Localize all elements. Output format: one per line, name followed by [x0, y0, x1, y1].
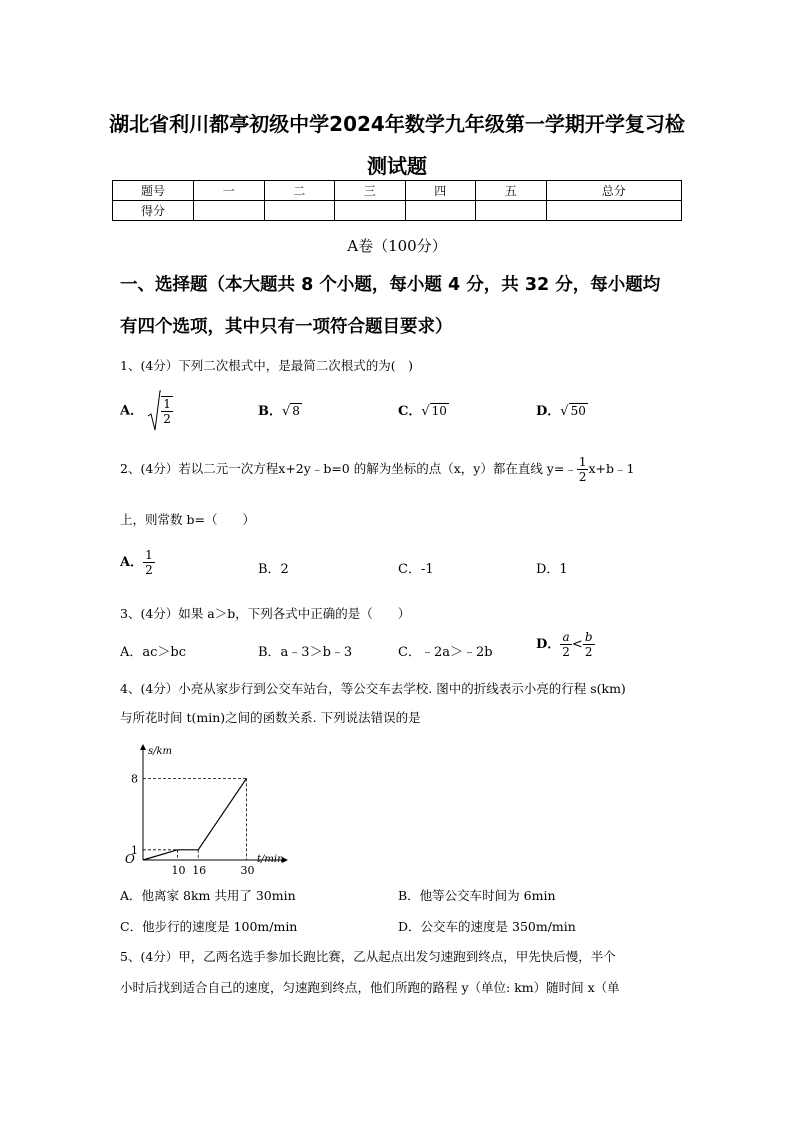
option-label: A．	[120, 555, 144, 570]
q2-option-d[interactable]: D．1	[536, 562, 568, 577]
section1-title-line2: 有四个选项，其中只有一项符合题目要求）	[120, 317, 453, 337]
q2-stem-text: 2、(4分）若以二元一次方程x+2y﹣b=0 的解为坐标的点（x，y）都在直线 y=﹣	[120, 461, 577, 476]
radicand: 8	[292, 404, 300, 418]
q4-option-a[interactable]: A．他离家 8km 共用了 30min	[120, 888, 296, 903]
q4-stem: 4、(4分）小亮从家步行到公交车站台，等公交车去学校. 图中的折线表示小亮的行程 s(km)	[120, 681, 626, 696]
less-than-sign: <	[571, 637, 583, 652]
q5-stem: 5、(4分）甲，乙两名选手参加长跑比赛，乙从起点出发匀速跑到终点，甲先快后慢，半个	[120, 949, 616, 964]
q2-option-a[interactable]	[120, 548, 155, 577]
radical-sign-icon: √	[282, 404, 291, 419]
q1-option-c[interactable]	[398, 400, 449, 419]
score-input-cell[interactable]	[264, 201, 335, 221]
y-axis-label: s/km	[148, 746, 173, 757]
radical-sign-icon: √	[560, 404, 569, 419]
option-label: D．	[536, 637, 561, 652]
x-tick-label: 16	[192, 864, 207, 877]
q3-option-c[interactable]: C．﹣2a＞﹣2b	[398, 645, 493, 660]
fraction	[583, 630, 595, 659]
score-input-cell[interactable]	[335, 201, 406, 221]
score-input-cell[interactable]	[405, 201, 476, 221]
option-label: B．	[258, 404, 282, 419]
page-title: 湖北省利川都亭初级中学2024年数学九年级第一学期开学复习检	[109, 112, 685, 136]
section-a-heading: A卷（100分）	[347, 237, 447, 255]
q4-stem-line2: 与所花时间 t(min)之间的函数关系. 下列说法错误的是	[120, 710, 421, 725]
table-header-cell: 题号	[113, 181, 194, 201]
denominator: 2	[578, 470, 587, 484]
q1-stem: 1、(4分）下列二次根式中，是最简二次根式的为( )	[120, 358, 414, 373]
table-cell: 得分	[113, 201, 194, 221]
y-tick-label: 1	[131, 843, 138, 857]
table-header-cell: 四	[405, 181, 476, 201]
series-line-segment	[143, 850, 178, 860]
table-header-cell: 总分	[546, 181, 682, 201]
numerator: a	[560, 630, 572, 645]
distance-time-chart	[115, 740, 295, 877]
numerator: 1	[145, 548, 153, 562]
q2-stem-text-tail: x+b﹣1	[588, 461, 635, 476]
q4-option-d[interactable]: D．公交车的速度是 350m/min	[398, 919, 576, 934]
fraction	[143, 548, 155, 577]
denominator: 2	[584, 645, 593, 659]
q3-option-a[interactable]: A．ac＞bc	[120, 645, 187, 660]
fraction	[560, 630, 572, 659]
table-row	[113, 201, 682, 221]
table-header-cell: 二	[264, 181, 335, 201]
y-tick-label: 8	[131, 772, 138, 786]
q1-option-d[interactable]	[536, 400, 588, 419]
page-title-line2: 测试题	[367, 154, 427, 178]
denominator: 2	[562, 645, 570, 659]
sqrt-expression	[147, 390, 173, 432]
denominator: 2	[163, 412, 171, 426]
radical-sign-icon: √	[421, 404, 430, 419]
q4-option-b[interactable]: B．他等公交车时间为 6min	[398, 888, 556, 903]
table-header-cell: 一	[194, 181, 265, 201]
q5-stem-line2: 小时后找到适合自己的速度，匀速跑到终点，他们所跑的路程 y（单位: km）随时间 x（单	[120, 980, 620, 995]
q2-stem	[120, 455, 634, 484]
table-row	[113, 181, 682, 201]
q4-option-c[interactable]: C．他步行的速度是 100m/min	[120, 919, 298, 934]
radicand: 10	[431, 404, 447, 418]
origin-label: O	[125, 852, 135, 866]
numerator: 1	[578, 455, 587, 469]
table-header-cell: 三	[335, 181, 406, 201]
fraction	[577, 455, 589, 484]
q3-option-d[interactable]	[536, 630, 595, 659]
option-label: A．	[120, 403, 144, 419]
radical-sign-icon	[147, 390, 161, 432]
score-input-cell[interactable]	[194, 201, 265, 221]
q2-option-b[interactable]: B．2	[258, 562, 289, 577]
option-label: C．	[398, 404, 422, 419]
score-input-cell[interactable]	[546, 201, 682, 221]
numerator: b	[584, 630, 593, 644]
score-table	[112, 180, 682, 221]
q1-option-a[interactable]	[120, 390, 173, 432]
score-input-cell[interactable]	[476, 201, 547, 221]
section1-title: 一、选择题（本大题共 8 个小题，每小题 4 分，共 32 分，每小题均	[120, 275, 661, 295]
denominator: 2	[145, 563, 153, 577]
option-label: D．	[536, 404, 561, 419]
radicand: 50	[570, 404, 586, 418]
q2-stem-line2: 上，则常数 b=（ ）	[120, 512, 255, 527]
fraction	[161, 396, 173, 426]
q3-stem: 3、(4分）如果 a＞b，下列各式中正确的是（ ）	[120, 606, 411, 621]
q1-option-b[interactable]	[258, 400, 302, 419]
series-line-segment	[198, 778, 246, 849]
table-header-cell: 五	[476, 181, 547, 201]
q2-option-c[interactable]: C．-1	[398, 562, 434, 577]
q3-option-b[interactable]: B．a﹣3＞b﹣3	[258, 645, 353, 660]
numerator: 1	[163, 397, 171, 411]
x-tick-label: 10	[171, 864, 186, 877]
x-axis-label: t/min	[257, 854, 284, 865]
x-tick-label: 30	[240, 864, 255, 877]
